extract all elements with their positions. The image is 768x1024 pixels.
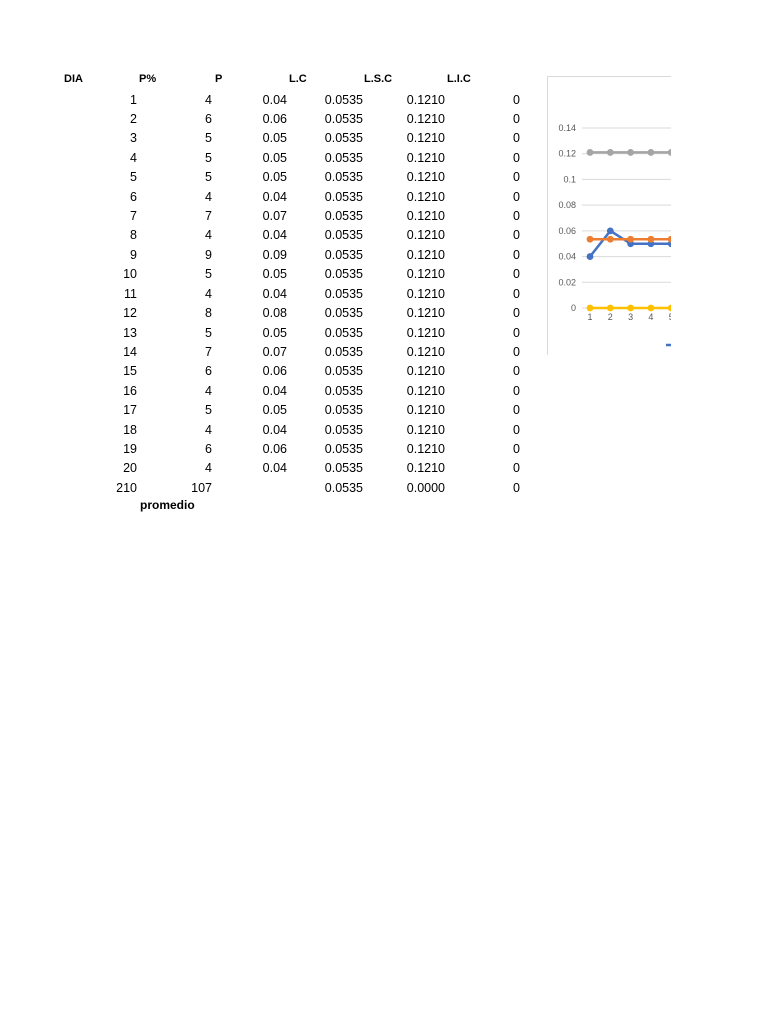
cell-p[interactable]: 5 [205,325,212,340]
cell-lsc[interactable]: 0.0535 [324,306,363,321]
table-row [0,382,540,401]
cell-zero[interactable]: 0 [513,209,520,224]
y-tick-label: 0.06 [558,225,576,236]
cell-zero[interactable]: 0 [513,422,520,437]
cell-lic[interactable]: 0.1210 [406,111,445,126]
cell-lic[interactable]: 0.1210 [406,461,445,476]
cell-p[interactable]: 4 [205,228,212,243]
cell-lc[interactable]: 0.08 [262,306,287,321]
y-tick-label: 0.04 [558,251,576,262]
table-row [0,362,540,381]
cell-lsc[interactable]: 0.0535 [324,189,363,204]
control-chart[interactable] [547,76,674,355]
cell-p-percent[interactable]: 6 [130,189,137,204]
cell-zero[interactable]: 0 [513,403,520,418]
table-row [0,129,540,148]
cell-lc[interactable]: 0.07 [262,209,287,224]
cell-lc[interactable]: 0.04 [262,383,287,398]
cell-p[interactable]: 5 [205,267,212,282]
promedio-label[interactable]: promedio [140,498,195,512]
cell-lc[interactable]: 0.06 [262,364,287,379]
cell-zero[interactable]: 0 [513,111,520,126]
cell-p[interactable]: 5 [205,403,212,418]
x-tick-label: 2 [607,312,613,322]
cell-lic[interactable]: 0.1210 [406,170,445,185]
table-row [0,324,540,343]
table-row [0,421,540,440]
data-point [587,236,594,243]
cell-lc[interactable]: 0.04 [262,189,287,204]
cell-p[interactable]: 9 [205,247,212,262]
table-row [0,440,540,459]
header-lsc[interactable]: L.S.C [364,73,393,85]
cell-lc[interactable]: 0.05 [262,403,287,418]
cell-lc[interactable]: 0.04 [262,461,287,476]
cell-p[interactable]: 6 [205,442,212,457]
cell-zero[interactable]: 0 [513,325,520,340]
cell-lc[interactable]: 0.09 [262,247,287,262]
data-point [587,305,594,312]
cell-zero[interactable]: 0 [513,247,520,262]
x-tick-label: 4 [648,312,654,322]
cell-lic[interactable]: 0.1210 [406,364,445,379]
cell-p-percent[interactable]: 14 [123,344,137,359]
cell-p-percent[interactable]: 16 [123,383,137,398]
y-tick-label: 0.02 [558,277,576,288]
cell-lc[interactable]: 0.05 [262,150,287,165]
data-point [627,305,634,312]
cell-lsc[interactable]: 0.0535 [324,344,363,359]
cell-lic[interactable]: 0.1210 [406,247,445,262]
cell-p-percent[interactable]: 18 [123,422,137,437]
table-row [0,401,540,420]
cell-zero[interactable]: 0 [513,150,520,165]
y-tick-label: 0.1 [563,174,576,185]
cell-lsc[interactable]: 0.0535 [324,403,363,418]
table-row [0,479,540,498]
cell-lic[interactable]: 0.1210 [406,209,445,224]
cell-lic[interactable]: 0.1210 [406,422,445,437]
cell-zero[interactable]: 0 [513,267,520,282]
data-point [648,305,655,312]
cell-p-percent[interactable]: 20 [123,461,137,476]
table-row [0,226,540,245]
table-row [0,459,540,478]
cell-zero[interactable]: 0 [513,189,520,204]
cell-p[interactable]: 4 [205,189,212,204]
cell-p[interactable]: 6 [205,364,212,379]
header-lc[interactable]: L.C [289,73,307,85]
cell-lic[interactable]: 0.1210 [406,189,445,204]
cell-p-percent[interactable]: 15 [123,364,137,379]
y-tick-label: 0.14 [558,123,576,133]
header-row [0,71,540,90]
cell-lic[interactable]: 0.1210 [406,442,445,457]
y-tick-label: 0.08 [558,200,576,211]
cell-lic[interactable]: 0.1210 [406,403,445,418]
table-row [0,168,540,187]
cell-lic[interactable]: 0.1210 [406,383,445,398]
cell-p[interactable]: 4 [205,422,212,437]
cell-lc[interactable]: 0.05 [262,267,287,282]
cell-zero[interactable]: 0 [513,286,520,301]
x-tick-label: 5 [668,312,674,322]
cell-lc[interactable]: 0.05 [262,170,287,185]
cell-zero[interactable]: 0 [513,442,520,457]
cell-p-percent[interactable]: 210 [116,480,137,495]
cell-zero[interactable]: 0 [513,364,520,379]
y-tick-label: 0 [570,303,576,313]
cell-lc[interactable]: 0.06 [262,442,287,457]
cell-p[interactable]: 4 [205,286,212,301]
cell-p[interactable]: 4 [205,461,212,476]
cell-p[interactable]: 107 [191,480,212,495]
cell-lic[interactable]: 0.1210 [406,306,445,321]
cell-zero[interactable]: 0 [513,461,520,476]
cell-p-percent[interactable]: 12 [123,306,137,321]
table-row [0,149,540,168]
cell-lsc[interactable]: 0.0535 [324,325,363,340]
table-row [0,265,540,284]
y-tick-label: 0.12 [558,148,576,159]
cell-lic[interactable]: 0.1210 [406,325,445,340]
cell-p[interactable]: 7 [205,344,212,359]
data-point [627,236,634,243]
cell-p[interactable]: 5 [205,170,212,185]
cell-p-percent[interactable]: 1 [130,92,137,107]
cell-lic[interactable]: 0.1210 [406,92,445,107]
cell-p-percent[interactable]: 9 [130,247,137,262]
cell-lic[interactable]: 0.1210 [406,286,445,301]
cell-lc[interactable]: 0.04 [262,228,287,243]
cell-p-percent[interactable]: 11 [124,286,137,301]
cell-lsc[interactable]: 0.0535 [324,150,363,165]
data-point [668,305,671,312]
cell-p[interactable]: 4 [205,383,212,398]
cell-lsc[interactable]: 0.0535 [324,209,363,224]
cell-zero[interactable]: 0 [513,344,520,359]
cell-p-percent[interactable]: 2 [130,111,137,126]
cell-zero[interactable]: 0 [513,306,520,321]
cell-p[interactable]: 6 [205,111,212,126]
cell-zero[interactable]: 0 [513,228,520,243]
x-tick-label: 1 [587,312,593,322]
data-point [607,236,614,243]
cell-lsc[interactable]: 0.0535 [324,461,363,476]
cell-p-percent[interactable]: 5 [130,170,137,185]
table-row [0,246,540,265]
cell-lsc[interactable]: 0.0535 [324,422,363,437]
cell-lsc[interactable]: 0.0535 [324,364,363,379]
table-row [0,110,540,129]
cell-lic[interactable]: 0.1210 [406,267,445,282]
header-lic[interactable]: L.I.C [447,73,471,85]
cell-p-percent[interactable]: 7 [130,209,137,224]
cell-p[interactable]: 5 [205,131,212,146]
cell-lc[interactable]: 0.04 [262,286,287,301]
data-point [607,305,614,312]
cell-lsc[interactable]: 0.0535 [324,480,363,495]
cell-lsc[interactable]: 0.0535 [324,228,363,243]
cell-lc[interactable]: 0.06 [262,111,287,126]
table-row [0,91,540,110]
chart-svg [547,76,674,354]
data-point [587,149,594,156]
cell-lc[interactable]: 0.04 [262,422,287,437]
cell-lc[interactable]: 0.05 [262,325,287,340]
cell-p-percent[interactable]: 17 [123,403,137,418]
x-tick-label: 3 [628,312,634,322]
table-row [0,285,540,304]
cell-p-percent[interactable]: 4 [130,150,137,165]
cell-zero[interactable]: 0 [513,480,520,495]
cell-p-percent[interactable]: 8 [130,228,137,243]
cell-lsc[interactable]: 0.0535 [324,267,363,282]
cell-p-percent[interactable]: 19 [123,442,137,457]
data-point [607,149,614,156]
cell-zero[interactable]: 0 [513,131,520,146]
cell-lsc[interactable]: 0.0535 [324,442,363,457]
cell-lc[interactable]: 0.07 [262,344,287,359]
cell-lic[interactable]: 0.0000 [406,480,445,495]
data-point [587,253,594,260]
header-dia[interactable]: DIA [64,73,83,85]
header-p[interactable]: P [215,73,223,85]
cell-zero[interactable]: 0 [513,92,520,107]
cell-lc[interactable]: 0.05 [262,131,287,146]
data-point [668,149,671,156]
cell-lsc[interactable]: 0.0535 [324,286,363,301]
table-row [0,207,540,226]
cell-lc[interactable]: 0.04 [262,92,287,107]
cell-lic[interactable]: 0.1210 [406,131,445,146]
data-point [607,227,614,234]
cell-p[interactable]: 4 [205,92,212,107]
cell-p-percent[interactable]: 13 [123,325,137,340]
cell-zero[interactable]: 0 [513,170,520,185]
data-point [627,149,634,156]
data-point [648,149,655,156]
cell-p[interactable]: 8 [205,306,212,321]
cell-zero[interactable]: 0 [513,383,520,398]
cell-p[interactable]: 7 [205,209,212,224]
cell-lic[interactable]: 0.1210 [406,150,445,165]
cell-p-percent[interactable]: 3 [130,131,137,146]
cell-lsc[interactable]: 0.0535 [324,170,363,185]
cell-lic[interactable]: 0.1210 [406,228,445,243]
cell-lsc[interactable]: 0.0535 [324,92,363,107]
data-point [648,236,655,243]
cell-p[interactable]: 5 [205,150,212,165]
table-row [0,188,540,207]
table-row [0,304,540,323]
header-p-percent[interactable]: P% [139,73,157,85]
cell-p-percent[interactable]: 10 [123,267,137,282]
cell-lsc[interactable]: 0.0535 [324,383,363,398]
cell-lsc[interactable]: 0.0535 [324,111,363,126]
table-row [0,343,540,362]
cell-lic[interactable]: 0.1210 [406,344,445,359]
data-point [668,236,671,243]
cell-lsc[interactable]: 0.0535 [324,247,363,262]
cell-lsc[interactable]: 0.0535 [324,131,363,146]
